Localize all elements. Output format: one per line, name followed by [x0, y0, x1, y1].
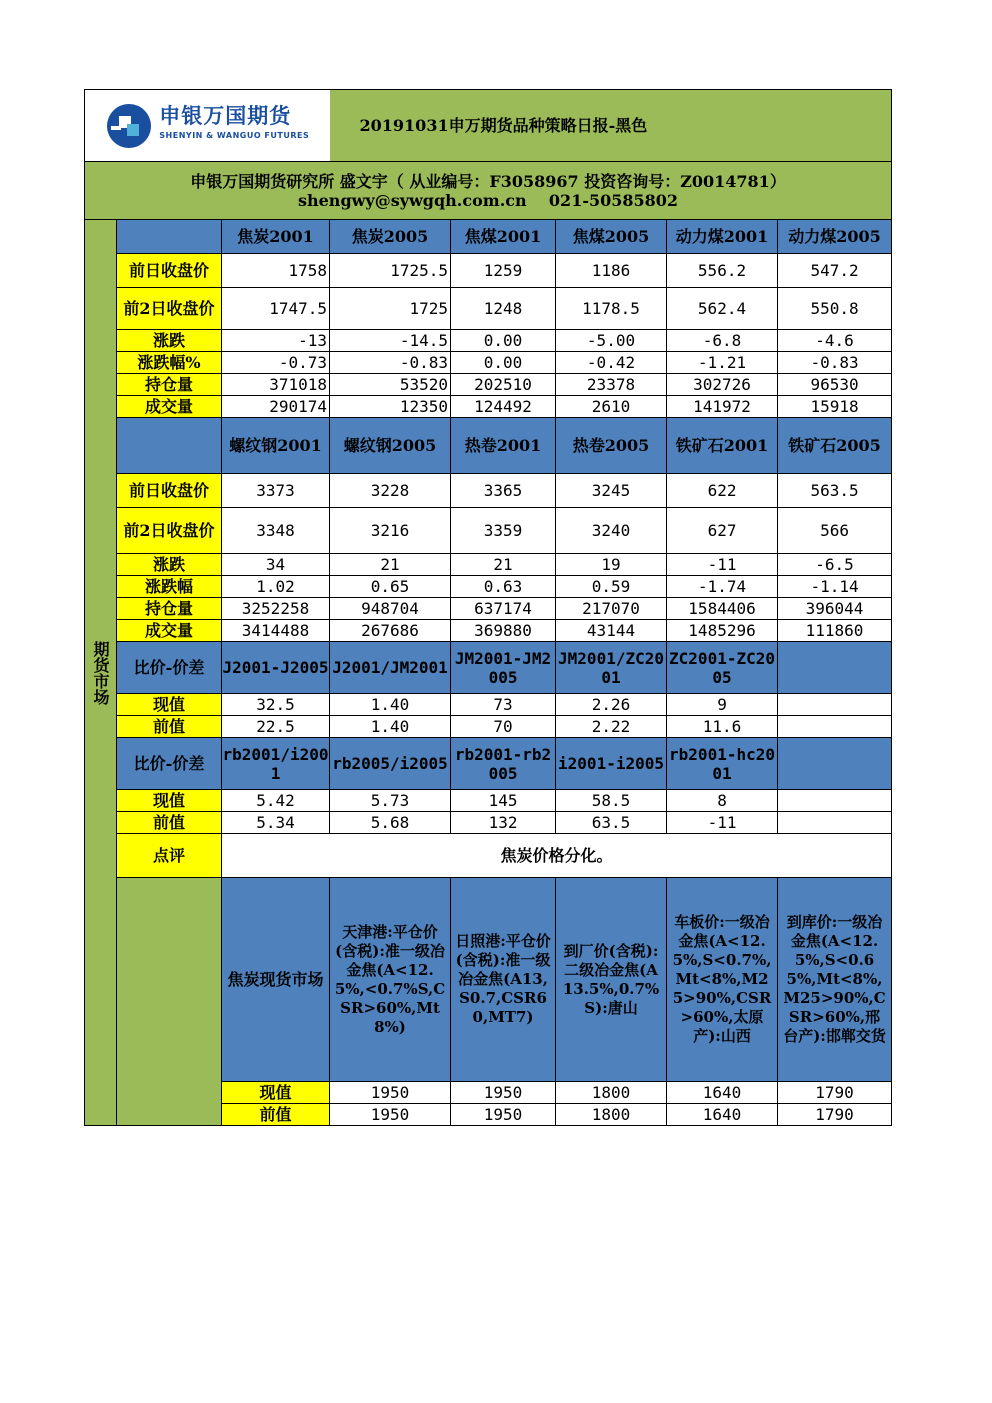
block2-header-row	[85, 418, 892, 474]
spread1-header-row	[85, 642, 892, 694]
spread-label: 比价-价差	[117, 738, 222, 790]
column-header: 铁矿石2005	[778, 418, 892, 474]
comment-row	[85, 834, 892, 878]
data-cell: 3216	[330, 508, 451, 554]
report-title: 20191031申万期货品种策略日报-黑色	[330, 90, 892, 162]
data-cell: 1950	[330, 1104, 451, 1126]
block1-corner	[117, 220, 222, 254]
data-cell: -0.73	[222, 352, 330, 374]
data-cell: 21	[330, 554, 451, 576]
data-cell: 1950	[451, 1082, 556, 1104]
title-row	[85, 90, 892, 162]
data-cell: 43144	[556, 620, 667, 642]
column-header: 螺纹钢2005	[330, 418, 451, 474]
data-cell: 290174	[222, 396, 330, 418]
data-cell	[778, 716, 892, 738]
spread2-header-row	[85, 738, 892, 790]
data-cell: 132	[451, 812, 556, 834]
researcher-row	[85, 162, 892, 220]
table-row	[85, 254, 892, 288]
logo-cell	[85, 90, 330, 162]
data-cell: 2610	[556, 396, 667, 418]
data-cell: 34	[222, 554, 330, 576]
data-cell: 3245	[556, 474, 667, 508]
data-cell: 3365	[451, 474, 556, 508]
data-cell: 1640	[667, 1104, 778, 1126]
data-cell: -0.83	[330, 352, 451, 374]
data-cell: 5.68	[330, 812, 451, 834]
data-cell: 145	[451, 790, 556, 812]
data-cell: -0.83	[778, 352, 892, 374]
data-cell: 1800	[556, 1104, 667, 1126]
data-cell: 21	[451, 554, 556, 576]
row-label: 前值	[117, 716, 222, 738]
row-label: 涨跌	[117, 554, 222, 576]
data-cell: 1950	[330, 1082, 451, 1104]
data-cell: 73	[451, 694, 556, 716]
data-cell: -1.74	[667, 576, 778, 598]
table-row	[85, 396, 892, 418]
column-header: 热卷2001	[451, 418, 556, 474]
data-cell: 627	[667, 508, 778, 554]
row-label: 现值	[222, 1082, 330, 1104]
data-cell: 0.65	[330, 576, 451, 598]
data-cell: 32.5	[222, 694, 330, 716]
data-cell: 1186	[556, 254, 667, 288]
data-cell: 0.00	[451, 352, 556, 374]
column-header	[778, 642, 892, 694]
column-header: 日照港:平仓价(含税):准一级冶金焦(A13,S0.7,CSR60,MT7)	[451, 878, 556, 1082]
data-cell: 547.2	[778, 254, 892, 288]
data-cell: 1725	[330, 288, 451, 330]
table-row	[85, 288, 892, 330]
column-header: 螺纹钢2001	[222, 418, 330, 474]
data-cell: 19	[556, 554, 667, 576]
data-cell: 141972	[667, 396, 778, 418]
data-cell: 563.5	[778, 474, 892, 508]
column-header: rb2001-hc2001	[667, 738, 778, 790]
comment-text: 焦炭价格分化。	[222, 834, 892, 878]
row-label: 前日收盘价	[117, 474, 222, 508]
data-cell: 1725.5	[330, 254, 451, 288]
row-label: 成交量	[117, 620, 222, 642]
data-cell: 1248	[451, 288, 556, 330]
data-cell: -6.8	[667, 330, 778, 352]
data-cell: 5.34	[222, 812, 330, 834]
block2-corner	[117, 418, 222, 474]
logo-chinese-name: 申银万国期货	[159, 103, 292, 128]
data-cell: -14.5	[330, 330, 451, 352]
data-cell: 3359	[451, 508, 556, 554]
data-cell: 12350	[330, 396, 451, 418]
data-cell: -11	[667, 812, 778, 834]
data-cell: 1640	[667, 1082, 778, 1104]
row-label: 前日收盘价	[117, 254, 222, 288]
data-cell: 3414488	[222, 620, 330, 642]
data-cell: 1758	[222, 254, 330, 288]
data-cell: 1.40	[330, 694, 451, 716]
data-cell	[778, 694, 892, 716]
futures-market-side-label: 期货市场	[85, 220, 117, 1126]
data-cell: 1259	[451, 254, 556, 288]
block1-header-row	[85, 220, 892, 254]
company-logo-icon	[105, 102, 153, 150]
column-header: 热卷2005	[556, 418, 667, 474]
data-cell: 217070	[556, 598, 667, 620]
data-cell: 1584406	[667, 598, 778, 620]
data-cell: 8	[667, 790, 778, 812]
data-cell: 5.42	[222, 790, 330, 812]
column-header: 动力煤2001	[667, 220, 778, 254]
data-cell: 202510	[451, 374, 556, 396]
data-cell: 0.59	[556, 576, 667, 598]
strategy-report-sheet	[84, 89, 892, 1126]
column-header: 到库价:一级冶金焦(A<12.5%,S<0.65%,Mt<8%,M25>90%,CSR>60%,邢台产):邯郸交货	[778, 878, 892, 1082]
data-cell: 622	[667, 474, 778, 508]
data-cell: 396044	[778, 598, 892, 620]
data-cell: 1.40	[330, 716, 451, 738]
data-cell: 1747.5	[222, 288, 330, 330]
data-cell: 22.5	[222, 716, 330, 738]
column-header: 焦炭2005	[330, 220, 451, 254]
column-header: 动力煤2005	[778, 220, 892, 254]
table-row	[85, 790, 892, 812]
data-cell: 124492	[451, 396, 556, 418]
row-label: 前2日收盘价	[117, 288, 222, 330]
column-header: 车板价:一级冶金焦(A<12.5%,S<0.7%,Mt<8%,M25>90%,CSR>60%,太原产):山西	[667, 878, 778, 1082]
data-cell: 1950	[451, 1104, 556, 1126]
row-label: 前值	[222, 1104, 330, 1126]
data-cell: 556.2	[667, 254, 778, 288]
column-header: JM2001/ZC2001	[556, 642, 667, 694]
column-header: J2001-J2005	[222, 642, 330, 694]
data-cell: 23378	[556, 374, 667, 396]
data-cell: -6.5	[778, 554, 892, 576]
column-header	[778, 738, 892, 790]
table-row	[85, 716, 892, 738]
column-header: 到厂价(含税):二级冶金焦(A13.5%,0.7%S):唐山	[556, 878, 667, 1082]
data-cell: 1485296	[667, 620, 778, 642]
data-cell: 1.02	[222, 576, 330, 598]
data-cell: 1790	[778, 1082, 892, 1104]
row-label: 涨跌幅%	[117, 352, 222, 374]
data-cell: -1.21	[667, 352, 778, 374]
column-header: J2001/JM2001	[330, 642, 451, 694]
data-cell: -13	[222, 330, 330, 352]
row-label: 前值	[117, 812, 222, 834]
researcher-name-line: 申银万国期货研究所 盛文宇（ 从业编号：F3058967 投资咨询号：Z0014781）	[190, 171, 786, 191]
spot-market-side-label	[117, 878, 222, 1126]
spot-header-row	[85, 878, 892, 1082]
table-row	[85, 694, 892, 716]
data-cell: 369880	[451, 620, 556, 642]
row-label: 前2日收盘价	[117, 508, 222, 554]
data-cell: 63.5	[556, 812, 667, 834]
column-header: 焦煤2001	[451, 220, 556, 254]
data-cell: -4.6	[778, 330, 892, 352]
data-cell: 53520	[330, 374, 451, 396]
table-row	[85, 330, 892, 352]
row-label: 持仓量	[117, 598, 222, 620]
column-header: 焦煤2005	[556, 220, 667, 254]
comment-label: 点评	[117, 834, 222, 878]
row-label: 持仓量	[117, 374, 222, 396]
data-cell: 11.6	[667, 716, 778, 738]
data-cell: 3240	[556, 508, 667, 554]
table-row	[85, 598, 892, 620]
data-cell: 1790	[778, 1104, 892, 1126]
table-row	[85, 554, 892, 576]
row-label: 现值	[117, 694, 222, 716]
data-cell: -1.14	[778, 576, 892, 598]
data-cell: 302726	[667, 374, 778, 396]
table-row	[85, 620, 892, 642]
data-cell: 562.4	[667, 288, 778, 330]
data-cell: 948704	[330, 598, 451, 620]
column-header: JM2001-JM2005	[451, 642, 556, 694]
column-header: i2001-i2005	[556, 738, 667, 790]
table-row	[85, 812, 892, 834]
row-label: 涨跌幅	[117, 576, 222, 598]
table-row	[85, 352, 892, 374]
row-label: 涨跌	[117, 330, 222, 352]
table-row	[85, 508, 892, 554]
researcher-info	[85, 162, 892, 220]
column-header: 天津港:平仓价(含税):准一级冶金焦(A<12.5%,<0.7%S,CSR>60%,Mt8%)	[330, 878, 451, 1082]
data-cell: 2.22	[556, 716, 667, 738]
table-row	[85, 576, 892, 598]
column-header: ZC2001-ZC2005	[667, 642, 778, 694]
data-cell: 15918	[778, 396, 892, 418]
data-cell: 70	[451, 716, 556, 738]
data-cell: 3252258	[222, 598, 330, 620]
data-cell: 637174	[451, 598, 556, 620]
data-cell: 1178.5	[556, 288, 667, 330]
table-row	[85, 474, 892, 508]
column-header: 焦炭2001	[222, 220, 330, 254]
row-label: 成交量	[117, 396, 222, 418]
data-cell: 550.8	[778, 288, 892, 330]
table-row	[85, 374, 892, 396]
spot-market-label: 焦炭现货市场	[222, 878, 330, 1082]
data-cell: 0.63	[451, 576, 556, 598]
data-cell: 96530	[778, 374, 892, 396]
data-cell: 3373	[222, 474, 330, 508]
column-header: rb2001-rb2005	[451, 738, 556, 790]
column-header: rb2001/i2001	[222, 738, 330, 790]
data-cell: 371018	[222, 374, 330, 396]
spread-label: 比价-价差	[117, 642, 222, 694]
data-cell: 1800	[556, 1082, 667, 1104]
data-cell: -5.00	[556, 330, 667, 352]
data-cell: 0.00	[451, 330, 556, 352]
data-cell	[778, 790, 892, 812]
data-cell	[778, 812, 892, 834]
data-cell: 3348	[222, 508, 330, 554]
data-cell: 267686	[330, 620, 451, 642]
contact-line: shengwy@sywgqh.com.cn 021-50585802	[297, 190, 679, 210]
data-cell: 111860	[778, 620, 892, 642]
data-cell: 58.5	[556, 790, 667, 812]
data-cell: -0.42	[556, 352, 667, 374]
data-cell: 5.73	[330, 790, 451, 812]
column-header: rb2005/i2005	[330, 738, 451, 790]
row-label: 现值	[117, 790, 222, 812]
data-cell: 2.26	[556, 694, 667, 716]
data-cell: 9	[667, 694, 778, 716]
data-cell: 566	[778, 508, 892, 554]
logo-english-name: SHENYIN & WANGUO FUTURES	[159, 130, 310, 140]
column-header: 铁矿石2001	[667, 418, 778, 474]
data-cell: -11	[667, 554, 778, 576]
data-cell: 3228	[330, 474, 451, 508]
